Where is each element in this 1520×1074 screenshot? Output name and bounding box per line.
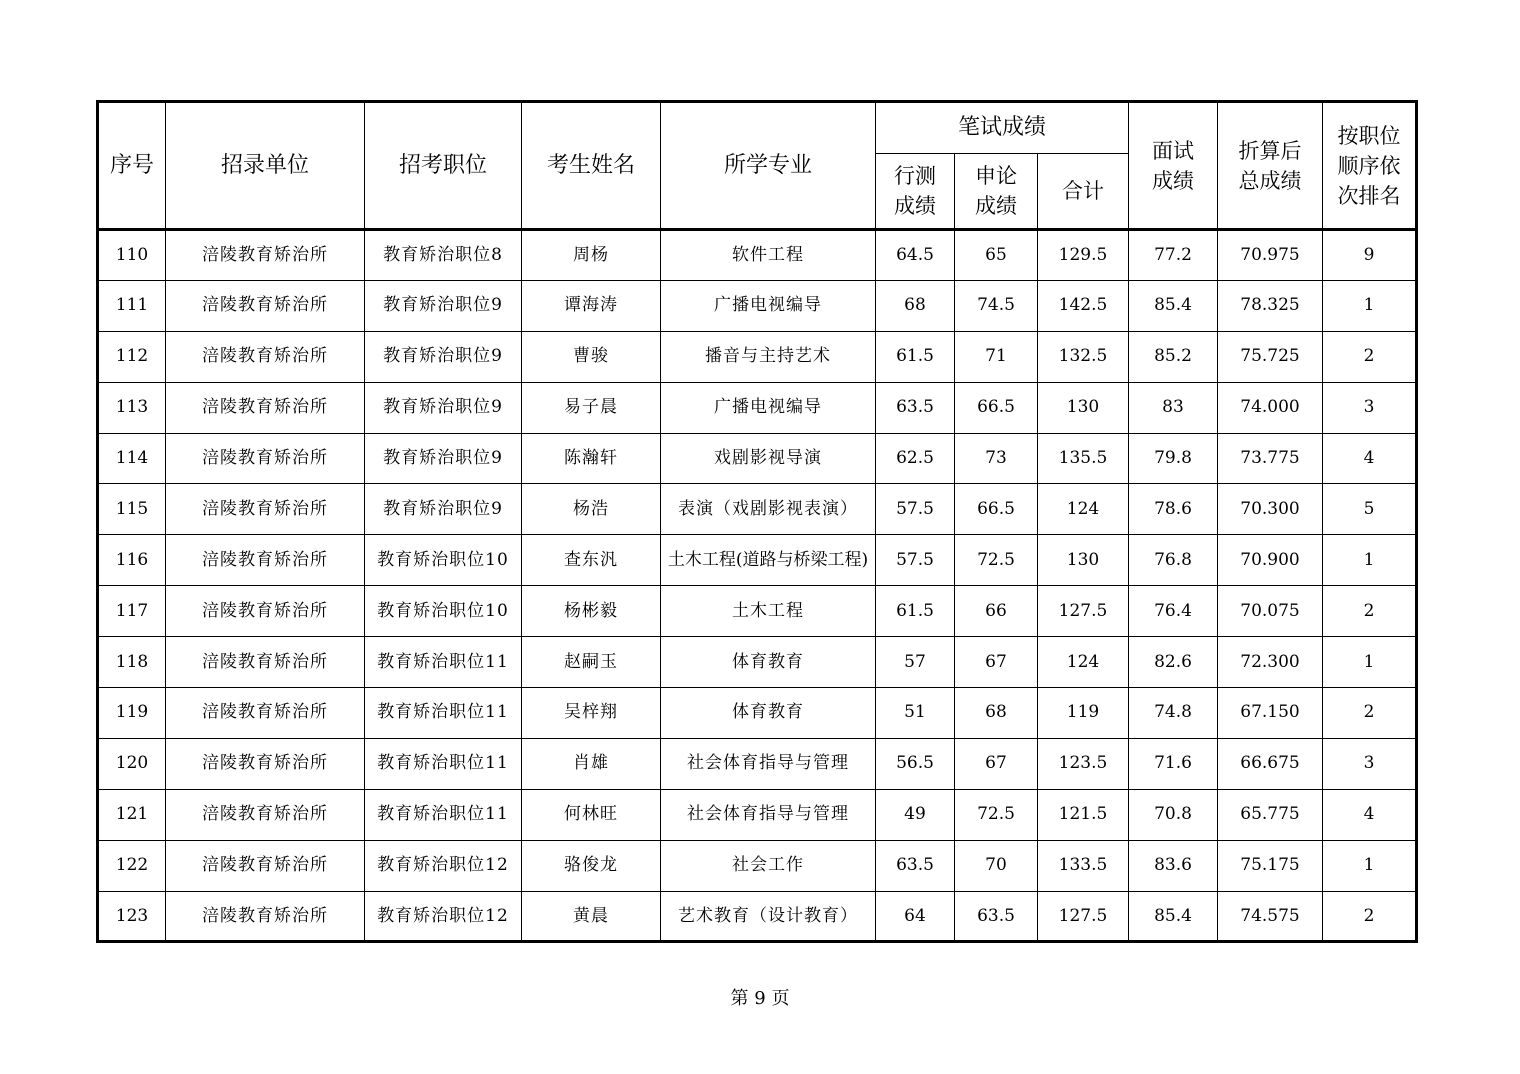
cell-total: 121.5 — [1038, 789, 1129, 840]
cell-seq: 113 — [98, 382, 166, 433]
cell-interview: 70.8 — [1129, 789, 1218, 840]
cell-major: 土木工程 — [661, 586, 876, 637]
cell-rank: 1 — [1323, 535, 1417, 586]
cell-seq: 114 — [98, 433, 166, 484]
cell-final: 70.975 — [1218, 230, 1323, 281]
cell-name: 何林旺 — [522, 789, 661, 840]
cell-position: 教育矫治职位9 — [365, 433, 522, 484]
cell-shenlun: 66 — [955, 586, 1038, 637]
table-row — [98, 586, 1417, 637]
cell-final: 75.175 — [1218, 840, 1323, 891]
page-number: 第 9 页 — [730, 988, 790, 1009]
cell-interview: 79.8 — [1129, 433, 1218, 484]
cell-unit: 涪陵教育矫治所 — [166, 738, 365, 789]
cell-name: 杨彬毅 — [522, 586, 661, 637]
cell-major: 软件工程 — [661, 230, 876, 281]
cell-name: 查东汎 — [522, 535, 661, 586]
cell-shenlun: 66.5 — [955, 484, 1038, 535]
cell-rank: 2 — [1323, 688, 1417, 739]
cell-final: 70.300 — [1218, 484, 1323, 535]
cell-total: 123.5 — [1038, 738, 1129, 789]
cell-position: 教育矫治职位9 — [365, 382, 522, 433]
cell-major: 戏剧影视导演 — [661, 433, 876, 484]
cell-major: 社会工作 — [661, 840, 876, 891]
cell-position: 教育矫治职位9 — [365, 280, 522, 331]
cell-total: 130 — [1038, 382, 1129, 433]
cell-total: 124 — [1038, 637, 1129, 688]
cell-major: 社会体育指导与管理 — [661, 738, 876, 789]
cell-unit: 涪陵教育矫治所 — [166, 789, 365, 840]
header-shenlun-label: 申论成绩 — [975, 164, 1017, 218]
cell-interview: 71.6 — [1129, 738, 1218, 789]
score-table — [96, 100, 1418, 943]
header-final-label: 折算后总成绩 — [1238, 138, 1302, 193]
cell-final: 66.675 — [1218, 738, 1323, 789]
cell-final: 78.325 — [1218, 280, 1323, 331]
cell-seq: 111 — [98, 280, 166, 331]
table-row — [98, 484, 1417, 535]
table-row — [98, 840, 1417, 891]
cell-xingce: 68 — [876, 280, 955, 331]
cell-shenlun: 71 — [955, 331, 1038, 382]
cell-total: 127.5 — [1038, 891, 1129, 942]
cell-major: 广播电视编导 — [661, 280, 876, 331]
cell-name: 周杨 — [522, 230, 661, 281]
cell-xingce: 61.5 — [876, 331, 955, 382]
cell-shenlun: 70 — [955, 840, 1038, 891]
cell-interview: 77.2 — [1129, 230, 1218, 281]
cell-interview: 78.6 — [1129, 484, 1218, 535]
table-row — [98, 433, 1417, 484]
cell-seq: 119 — [98, 688, 166, 739]
cell-final: 72.300 — [1218, 637, 1323, 688]
cell-seq: 116 — [98, 535, 166, 586]
header-shenlun — [955, 154, 1038, 230]
header-written: 笔试成绩 — [876, 102, 1129, 154]
cell-name: 谭海涛 — [522, 280, 661, 331]
table-row — [98, 331, 1417, 382]
cell-major: 体育教育 — [661, 688, 876, 739]
cell-name: 肖雄 — [522, 738, 661, 789]
cell-rank: 3 — [1323, 382, 1417, 433]
cell-xingce: 57.5 — [876, 535, 955, 586]
cell-major: 广播电视编导 — [661, 382, 876, 433]
cell-total: 135.5 — [1038, 433, 1129, 484]
cell-seq: 120 — [98, 738, 166, 789]
cell-unit: 涪陵教育矫治所 — [166, 230, 365, 281]
cell-position: 教育矫治职位9 — [365, 331, 522, 382]
cell-seq: 123 — [98, 891, 166, 942]
cell-name: 吴梓翔 — [522, 688, 661, 739]
cell-final: 73.775 — [1218, 433, 1323, 484]
cell-unit: 涪陵教育矫治所 — [166, 535, 365, 586]
cell-unit: 涪陵教育矫治所 — [166, 433, 365, 484]
cell-final: 74.575 — [1218, 891, 1323, 942]
header-seq: 序号 — [98, 102, 166, 230]
header-position: 招考职位 — [365, 102, 522, 230]
cell-interview: 76.8 — [1129, 535, 1218, 586]
cell-position: 教育矫治职位12 — [365, 840, 522, 891]
cell-final: 67.150 — [1218, 688, 1323, 739]
cell-name: 骆俊龙 — [522, 840, 661, 891]
header-total: 合计 — [1038, 154, 1129, 230]
cell-unit: 涪陵教育矫治所 — [166, 280, 365, 331]
table-row — [98, 535, 1417, 586]
cell-xingce: 56.5 — [876, 738, 955, 789]
header-interview — [1129, 102, 1218, 230]
cell-total: 127.5 — [1038, 586, 1129, 637]
cell-unit: 涪陵教育矫治所 — [166, 331, 365, 382]
cell-shenlun: 72.5 — [955, 789, 1038, 840]
cell-position: 教育矫治职位11 — [365, 637, 522, 688]
cell-seq: 118 — [98, 637, 166, 688]
cell-position: 教育矫治职位10 — [365, 586, 522, 637]
cell-shenlun: 73 — [955, 433, 1038, 484]
cell-xingce: 63.5 — [876, 840, 955, 891]
cell-major: 艺术教育（设计教育） — [661, 891, 876, 942]
table-row — [98, 637, 1417, 688]
header-rank — [1323, 102, 1417, 230]
cell-unit: 涪陵教育矫治所 — [166, 891, 365, 942]
cell-unit: 涪陵教育矫治所 — [166, 484, 365, 535]
cell-xingce: 49 — [876, 789, 955, 840]
cell-seq: 112 — [98, 331, 166, 382]
cell-unit: 涪陵教育矫治所 — [166, 840, 365, 891]
cell-rank: 2 — [1323, 331, 1417, 382]
header-interview-label: 面试成绩 — [1152, 138, 1194, 193]
cell-xingce: 61.5 — [876, 586, 955, 637]
cell-name: 曹骏 — [522, 331, 661, 382]
cell-xingce: 51 — [876, 688, 955, 739]
cell-position: 教育矫治职位11 — [365, 789, 522, 840]
cell-total: 130 — [1038, 535, 1129, 586]
cell-rank: 1 — [1323, 637, 1417, 688]
cell-name: 杨浩 — [522, 484, 661, 535]
header-rank-label: 按职位顺序依次排名 — [1337, 123, 1401, 208]
cell-rank: 4 — [1323, 789, 1417, 840]
cell-position: 教育矫治职位11 — [365, 688, 522, 739]
table-row — [98, 382, 1417, 433]
cell-xingce: 64 — [876, 891, 955, 942]
cell-total: 133.5 — [1038, 840, 1129, 891]
cell-xingce: 63.5 — [876, 382, 955, 433]
cell-xingce: 57 — [876, 637, 955, 688]
cell-seq: 115 — [98, 484, 166, 535]
cell-final: 65.775 — [1218, 789, 1323, 840]
cell-interview: 82.6 — [1129, 637, 1218, 688]
table-row — [98, 280, 1417, 331]
cell-shenlun: 63.5 — [955, 891, 1038, 942]
table-row — [98, 789, 1417, 840]
cell-shenlun: 67 — [955, 738, 1038, 789]
cell-interview: 83 — [1129, 382, 1218, 433]
cell-shenlun: 74.5 — [955, 280, 1038, 331]
cell-shenlun: 66.5 — [955, 382, 1038, 433]
cell-rank: 2 — [1323, 586, 1417, 637]
cell-seq: 121 — [98, 789, 166, 840]
cell-position: 教育矫治职位11 — [365, 738, 522, 789]
cell-major: 播音与主持艺术 — [661, 331, 876, 382]
cell-shenlun: 65 — [955, 230, 1038, 281]
cell-seq: 122 — [98, 840, 166, 891]
cell-xingce: 64.5 — [876, 230, 955, 281]
cell-position: 教育矫治职位12 — [365, 891, 522, 942]
header-xingce-label: 行测成绩 — [894, 164, 936, 218]
cell-name: 易子晨 — [522, 382, 661, 433]
cell-major: 社会体育指导与管理 — [661, 789, 876, 840]
cell-interview: 85.4 — [1129, 891, 1218, 942]
cell-interview: 85.2 — [1129, 331, 1218, 382]
cell-total: 119 — [1038, 688, 1129, 739]
cell-shenlun: 72.5 — [955, 535, 1038, 586]
cell-position: 教育矫治职位8 — [365, 230, 522, 281]
cell-final: 70.900 — [1218, 535, 1323, 586]
cell-seq: 110 — [98, 230, 166, 281]
header-major: 所学专业 — [661, 102, 876, 230]
cell-total: 124 — [1038, 484, 1129, 535]
cell-rank: 1 — [1323, 840, 1417, 891]
table-row — [98, 891, 1417, 942]
cell-name: 陈瀚轩 — [522, 433, 661, 484]
cell-interview: 83.6 — [1129, 840, 1218, 891]
cell-final: 74.000 — [1218, 382, 1323, 433]
cell-rank: 1 — [1323, 280, 1417, 331]
header-unit: 招录单位 — [166, 102, 365, 230]
table-body — [98, 230, 1417, 942]
cell-xingce: 57.5 — [876, 484, 955, 535]
cell-total: 132.5 — [1038, 331, 1129, 382]
cell-unit: 涪陵教育矫治所 — [166, 637, 365, 688]
cell-unit: 涪陵教育矫治所 — [166, 382, 365, 433]
cell-rank: 4 — [1323, 433, 1417, 484]
cell-major: 体育教育 — [661, 637, 876, 688]
cell-rank: 2 — [1323, 891, 1417, 942]
cell-major: 土木工程(道路与桥梁工程) — [661, 535, 876, 586]
cell-total: 129.5 — [1038, 230, 1129, 281]
table-row — [98, 738, 1417, 789]
cell-name: 黄晨 — [522, 891, 661, 942]
table-header — [98, 102, 1417, 230]
cell-final: 75.725 — [1218, 331, 1323, 382]
cell-major: 表演（戏剧影视表演） — [661, 484, 876, 535]
cell-shenlun: 67 — [955, 637, 1038, 688]
header-name: 考生姓名 — [522, 102, 661, 230]
cell-name: 赵嗣玉 — [522, 637, 661, 688]
table-row — [98, 230, 1417, 281]
cell-rank: 5 — [1323, 484, 1417, 535]
cell-shenlun: 68 — [955, 688, 1038, 739]
cell-unit: 涪陵教育矫治所 — [166, 688, 365, 739]
cell-rank: 9 — [1323, 230, 1417, 281]
cell-unit: 涪陵教育矫治所 — [166, 586, 365, 637]
cell-seq: 117 — [98, 586, 166, 637]
cell-rank: 3 — [1323, 738, 1417, 789]
cell-interview: 76.4 — [1129, 586, 1218, 637]
cell-position: 教育矫治职位9 — [365, 484, 522, 535]
cell-interview: 85.4 — [1129, 280, 1218, 331]
cell-interview: 74.8 — [1129, 688, 1218, 739]
table-row — [98, 688, 1417, 739]
cell-position: 教育矫治职位10 — [365, 535, 522, 586]
header-xingce — [876, 154, 955, 230]
header-final — [1218, 102, 1323, 230]
cell-xingce: 62.5 — [876, 433, 955, 484]
cell-total: 142.5 — [1038, 280, 1129, 331]
cell-final: 70.075 — [1218, 586, 1323, 637]
